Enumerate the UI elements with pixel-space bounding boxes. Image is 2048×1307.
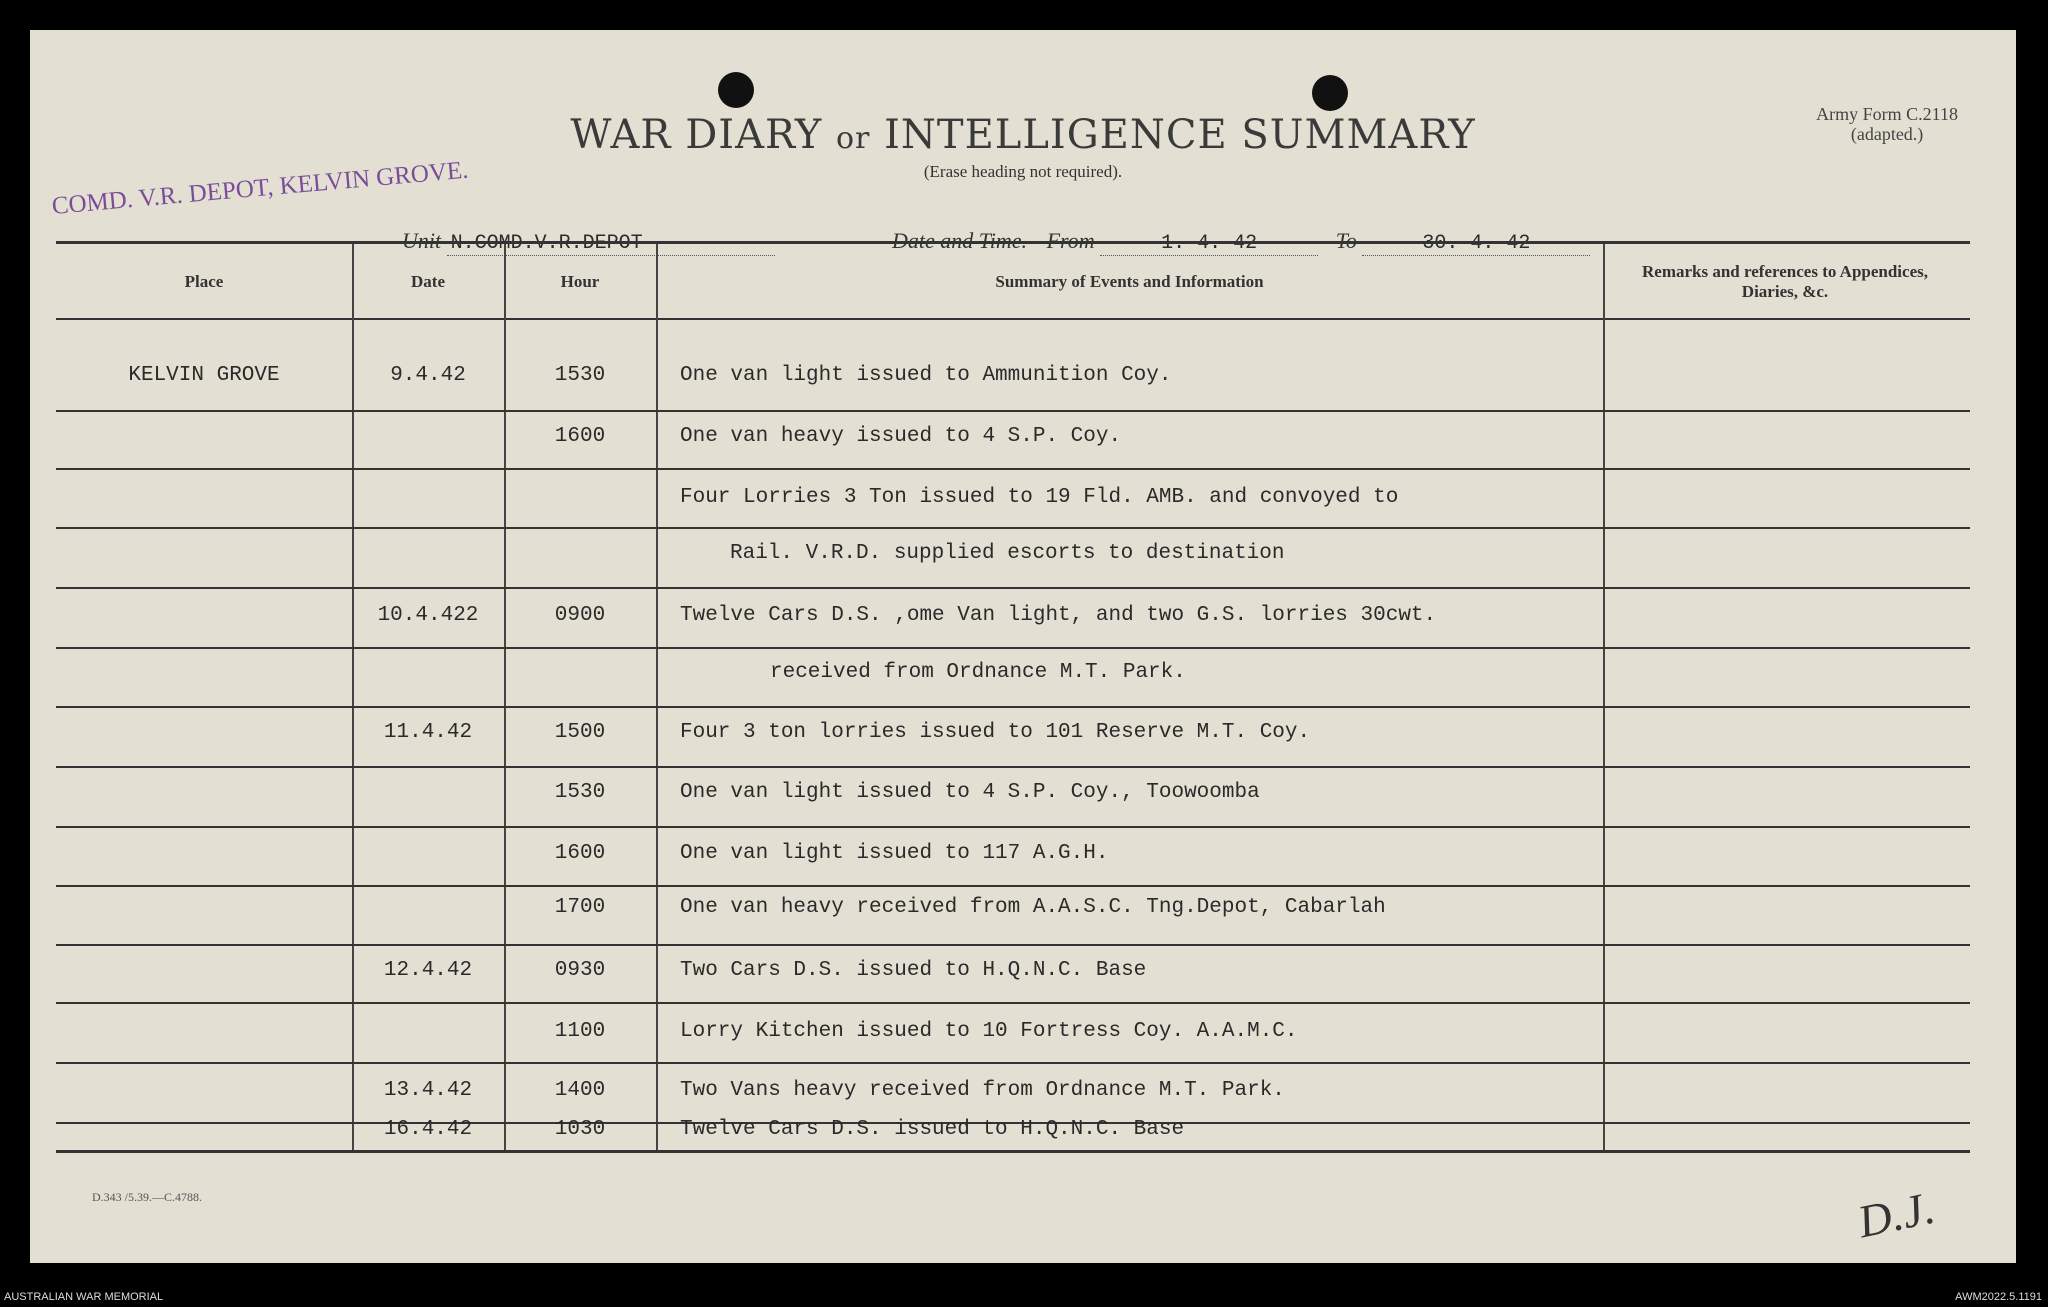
row-rule: [56, 826, 1970, 828]
entry-hour: 1700: [554, 896, 606, 919]
handwritten-initials: D.J.: [1853, 1181, 1940, 1248]
row-rule: [56, 410, 1970, 412]
header-bottom-rule: [56, 318, 1970, 320]
row-rule: [56, 1002, 1970, 1004]
date-to-value: [1362, 232, 1590, 256]
title-or: or: [836, 121, 871, 156]
entry-summary: Lorry Kitchen issued to 10 Fortress Coy. A.A.M.C.: [680, 1020, 1298, 1043]
entry-date: 16.4.42: [383, 1118, 473, 1141]
entry-hour: 1600: [554, 842, 606, 865]
entry-place: KELVIN GROVE: [128, 364, 280, 387]
row-rule: [56, 885, 1970, 887]
row-rule: [56, 468, 1970, 470]
entry-summary: One van heavy received from A.A.S.C. Tng.Depot, Cabarlah: [680, 896, 1386, 919]
entry-summary: received from Ordnance M.T. Park.: [770, 661, 1186, 684]
entry-date: 11.4.42: [383, 721, 473, 744]
entry-hour: 1600: [554, 425, 606, 448]
form-title: [30, 112, 2016, 158]
row-rule: [56, 944, 1970, 946]
entry-summary: Two Cars D.S. issued to H.Q.N.C. Base: [680, 959, 1147, 982]
entry-summary: One van light issued to 4 S.P. Coy., Toowoomba: [680, 781, 1260, 804]
entry-hour: 0930: [554, 959, 606, 982]
entry-hour: 1400: [554, 1079, 606, 1102]
table-top-rule: [56, 241, 1970, 244]
row-rule: [56, 587, 1970, 589]
entry-summary: Twelve Cars D.S. ,ome Van light, and two G.S. lorries 30cwt.: [680, 604, 1437, 627]
form-subtitle: (Erase heading not required).: [923, 162, 1123, 181]
entry-date: 10.4.422: [377, 604, 479, 627]
title-part1: WAR DIARY: [570, 112, 823, 158]
col-divider-3: [656, 244, 658, 1150]
entry-summary: Rail. V.R.D. supplied escorts to destination: [730, 542, 1285, 565]
punch-hole-left: [718, 72, 754, 108]
army-form-number: Army Form C.2118: [1816, 104, 1958, 124]
unit-value: [447, 232, 775, 256]
entry-date: 12.4.42: [383, 959, 473, 982]
date-from-value: [1100, 232, 1318, 256]
entry-summary: Twelve Cars D.S. issued to H.Q.N.C. Base: [680, 1118, 1185, 1141]
row-rule: [56, 1062, 1970, 1064]
entry-summary: One van light issued to Ammunition Coy.: [680, 364, 1172, 387]
table-bottom-rule: [56, 1150, 1970, 1153]
entry-date: 13.4.42: [383, 1079, 473, 1102]
title-part2: INTELLIGENCE SUMMARY: [884, 112, 1476, 158]
col-header-remarks: Remarks and references to Appendices, Diaries, &c.: [1642, 262, 1928, 301]
entry-hour: 1530: [554, 781, 606, 804]
row-rule: [56, 706, 1970, 708]
col-divider-4: [1603, 244, 1605, 1150]
entry-summary: Two Vans heavy received from Ordnance M.T. Park.: [680, 1079, 1285, 1102]
army-form-note: (adapted.): [1850, 124, 1924, 144]
row-rule: [56, 527, 1970, 529]
entry-date: 9.4.42: [390, 364, 466, 387]
col-header-hour: Hour: [560, 272, 600, 291]
diary-page: [30, 30, 2016, 1263]
row-rule: [56, 766, 1970, 768]
footer-institution: AUSTRALIAN WAR MEMORIAL: [4, 1291, 164, 1303]
footer-accession: AWM2022.5.1191: [1955, 1291, 2042, 1303]
entry-summary: One van heavy issued to 4 S.P. Coy.: [680, 425, 1122, 448]
entry-hour: 1100: [554, 1020, 606, 1043]
col-header-place: Place: [184, 272, 224, 291]
entry-hour: 0900: [554, 604, 606, 627]
row-rule: [56, 647, 1970, 649]
entry-hour: 1500: [554, 721, 606, 744]
print-reference: D.343 /5.39.—C.4788.: [92, 1190, 203, 1204]
col-header-date: Date: [411, 272, 445, 291]
entry-summary: One van light issued to 117 A.G.H.: [680, 842, 1109, 865]
army-form-ref: [1816, 104, 1958, 144]
entry-hour: 1030: [554, 1118, 606, 1141]
entry-summary: Four Lorries 3 Ton issued to 19 Fld. AMB. and convoyed to: [680, 486, 1399, 509]
col-header-summary: Summary of Events and Information: [995, 272, 1264, 291]
punch-hole-right: [1312, 75, 1348, 111]
unit-stamp: COMD. V.R. DEPOT, KELVIN GROVE.: [50, 156, 470, 220]
entry-summary: Four 3 ton lorries issued to 101 Reserve M.T. Coy.: [680, 721, 1311, 744]
entry-hour: 1530: [554, 364, 606, 387]
